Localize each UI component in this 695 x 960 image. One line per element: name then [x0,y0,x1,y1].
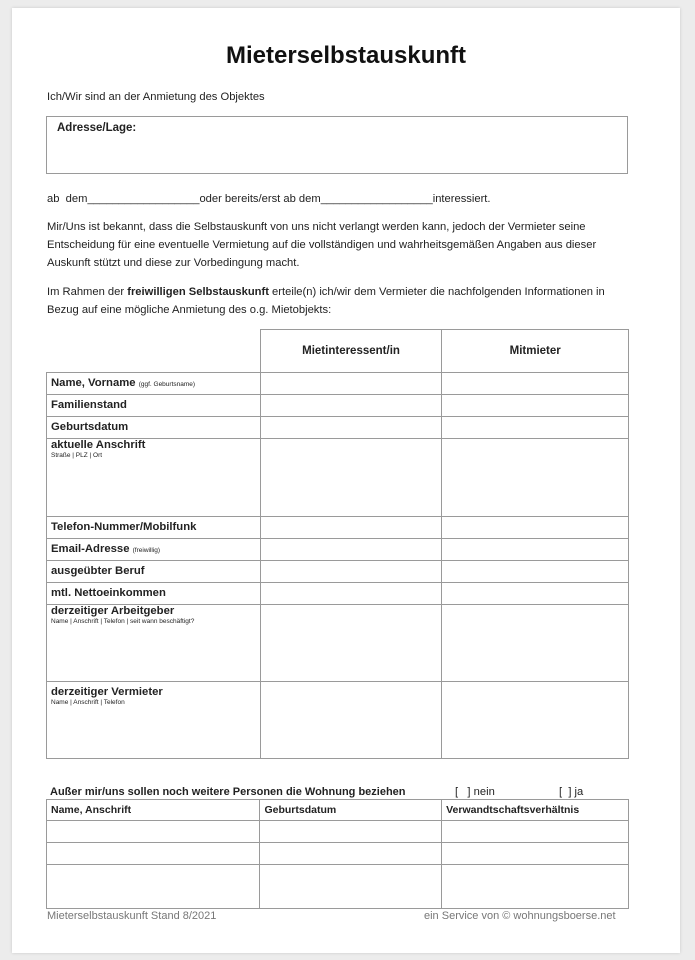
cell[interactable] [260,865,442,909]
row-label-phone: Telefon-Nummer/Mobilfunk [47,517,261,539]
row-label-birthdate: Geburtsdatum [47,417,261,439]
table-row [47,605,629,682]
cell[interactable] [442,865,629,909]
column-header-relationship: Verwandtschaftsverhältnis [442,800,629,821]
other-persons-table [46,799,629,909]
cell-cotenant[interactable] [442,373,629,395]
cell-applicant[interactable] [260,417,442,439]
other-persons-question: Außer mir/uns sollen noch weitere Personen die Wohnung beziehen [50,786,406,798]
cell-cotenant[interactable] [442,395,629,417]
table-row [47,417,629,439]
column-header-birthdate: Geburtsdatum [260,800,442,821]
table-row [47,373,629,395]
cell[interactable] [47,821,260,843]
column-header-applicant: Mietinteressent/in [260,330,442,373]
row-label-address: aktuelle Anschrift Straße | PLZ | Ort [47,439,261,517]
table-row [47,517,629,539]
page-title: Mieterselbstauskunft [225,42,467,69]
cell-cotenant[interactable] [442,682,629,759]
row-label-net-income: mtl. Nettoeinkommen [47,583,261,605]
cell-cotenant[interactable] [442,561,629,583]
cell[interactable] [442,821,629,843]
table-row [47,395,629,417]
date-line [47,190,491,208]
table-row [47,583,629,605]
cell-cotenant[interactable] [442,517,629,539]
row-label-profession: ausgeübter Beruf [47,561,261,583]
table-row [47,539,629,561]
date-blank-1[interactable]: __________________ [87,193,200,205]
cell[interactable] [260,821,442,843]
column-header-name-address: Name, Anschrift [47,800,260,821]
table-corner [47,330,261,373]
address-label: Adresse/Lage: [57,122,137,134]
option-yes-checkbox[interactable]: [ ] ja [559,786,584,798]
row-label-landlord: derzeitiger Vermieter Name | Anschrift | Telefon [47,682,261,759]
footer-left: Mieterselbstauskunft Stand 8/2021 [47,910,217,922]
paragraph-voluntary [47,283,637,319]
date-middle: oder bereits/erst ab dem [199,193,321,205]
paragraph-voluntary-after: erteile(n) ich/wir dem Vermieter die nachfolgenden Informationen in Bezug auf eine mögliche Anmietung des o.g. Mietobjekts: [47,286,605,316]
row-label-employer: derzeitiger Arbeitgeber Name | Anschrift | Telefon | seit wann beschäftigt? [47,605,261,682]
table-row [47,821,629,843]
row-label-name: Name, Vorname (ggf. Geburtsname) [47,373,261,395]
cell-cotenant[interactable] [442,605,629,682]
intro-text: Ich/Wir sind an der Anmietung des Objektes [47,91,265,103]
cell[interactable] [47,865,260,909]
cell[interactable] [260,843,442,865]
cell-cotenant[interactable] [442,583,629,605]
cell-cotenant[interactable] [442,439,629,517]
cell-applicant[interactable] [260,439,442,517]
table-row [47,561,629,583]
cell-applicant[interactable] [260,373,442,395]
table-row [47,682,629,759]
row-label-marital-status: Familienstand [47,395,261,417]
table-row [47,865,629,909]
cell[interactable] [442,843,629,865]
cell-applicant[interactable] [260,517,442,539]
table-row [47,843,629,865]
cell-applicant[interactable] [260,539,442,561]
date-blank-2[interactable]: __________________ [320,193,433,205]
cell-applicant[interactable] [260,395,442,417]
column-header-cotenant: Mitmieter [442,330,629,373]
cell[interactable] [47,843,260,865]
cell-applicant[interactable] [260,605,442,682]
document-page [12,8,680,953]
cell-cotenant[interactable] [442,417,629,439]
paragraph-consent: Mir/Uns ist bekannt, dass die Selbstauskunft von uns nicht verlangt werden kann, jedoch der Vermieter seine Entscheidung für eine eventuelle Vermietung auf die vollständigen und wahrheitsgemäßen Angaben aus dieser Auskunft stützt und diese zur Vorbedingung macht. [47,221,597,269]
cell-applicant[interactable] [260,682,442,759]
cell-cotenant[interactable] [442,539,629,561]
paragraph-voluntary-before: Im Rahmen der [47,286,128,298]
row-label-email: Email-Adresse (freiwillig) [47,539,261,561]
date-prefix: ab dem [47,193,88,205]
date-suffix: interessiert. [432,193,491,205]
address-field[interactable] [46,116,628,174]
footer-right: ein Service von © wohnungsboerse.net [424,910,616,922]
cell-applicant[interactable] [260,583,442,605]
table-row [47,439,629,517]
cell-applicant[interactable] [260,561,442,583]
paragraph-voluntary-bold: freiwilligen Selbstauskunft [127,286,269,298]
applicant-table [46,329,629,759]
option-no-checkbox[interactable]: [ ] nein [455,786,495,798]
